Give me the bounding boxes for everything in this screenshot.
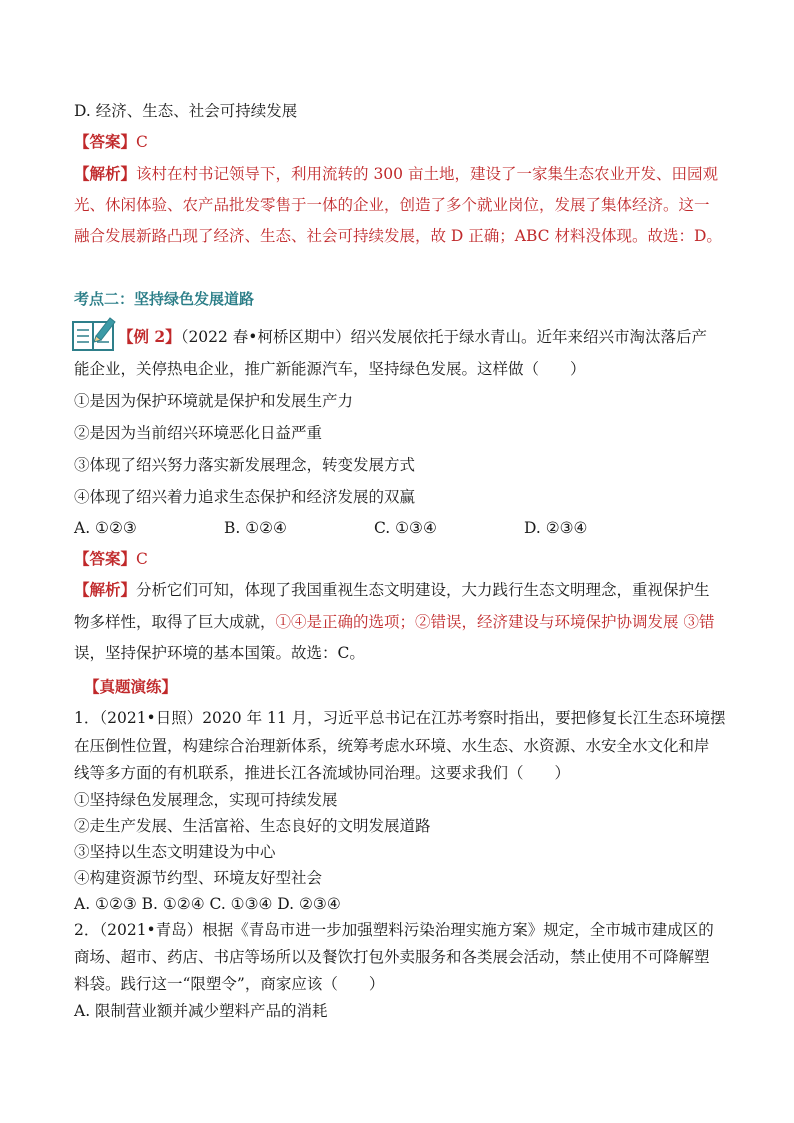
- statement-item: ①是因为保护环境就是保护和发展生产力: [74, 392, 354, 410]
- choice-a: A. ①②③: [74, 519, 137, 537]
- section-title: 考点二：坚持绿色发展道路: [74, 290, 255, 308]
- choice-d: D. ②③④: [524, 519, 588, 537]
- option-a: A. 限制营业额并减少塑料产品的消耗: [74, 1002, 328, 1020]
- answer-label: 【答案】: [74, 549, 137, 568]
- statement-item: ①坚持绿色发展理念，实现可持续发展: [74, 791, 338, 809]
- statement-item: ②走生产发展、生活富裕、生态良好的文明发展道路: [74, 817, 431, 835]
- statement-item: ④构建资源节约型、环境友好型社会: [74, 869, 323, 887]
- analysis-label: 【解析】: [74, 580, 137, 599]
- answer-row: [74, 549, 734, 569]
- question-line: 2．（2021•青岛）根据《青岛市进一步加强塑料污染治理实施方案》规定，全市城市建成区的: [74, 921, 714, 939]
- choice-c: C. ①③④: [374, 519, 437, 537]
- analysis-line: 误，坚持保护环境的基本国策。故选：C。: [74, 644, 365, 662]
- book-pencil-icon: [72, 314, 116, 352]
- practice-title: 【真题演练】: [84, 677, 178, 696]
- question-line: 在压倒性位置，构建综合治理新体系，统筹考虑水环境、水生态、水资源、水安全水文化和岸: [74, 737, 710, 755]
- analysis-line: 【解析】该村在村书记领导下，利用流转的 300 亩土地，建设了一家集生态农业开发、田园观: [74, 164, 718, 183]
- choices-row: [74, 518, 734, 538]
- choices-row: A. ①②③ B. ①②④ C. ①③④ D. ②③④: [74, 895, 341, 913]
- option-d: D. 经济、生态、社会可持续发展: [74, 102, 298, 120]
- answer-value: C: [136, 133, 148, 151]
- question-line: 料袋。践行这一“限塑令”，商家应该（ ）: [74, 975, 385, 993]
- question-line: 1．（2021•日照）2020 年 11 月，习近平总书记在江苏考察时指出，要把修复长江生态环境摆: [74, 709, 726, 727]
- statement-item: ④体现了绍兴着力追求生态保护和经济发展的双赢: [74, 488, 416, 506]
- question-line: 商场、超市、药店、书店等场所以及餐饮打包外卖服务和各类展会活动，禁止使用不可降解塑: [74, 948, 710, 966]
- choice-b: B. ①②④: [224, 519, 287, 537]
- answer-value: C: [136, 550, 148, 568]
- example-label: 【例 2】: [118, 327, 181, 346]
- analysis-line: 【解析】分析它们可知，体现了我国重视生态文明建设，大力践行生态文明理念，重视保护生: [74, 580, 710, 599]
- answer-row: [74, 132, 734, 152]
- answer-label: 【答案】: [74, 132, 137, 151]
- question-line: 线等多方面的有机联系，推进长江各流域协同治理。这要求我们（ ）: [74, 764, 571, 782]
- example-line: 能企业，关停热电企业，推广新能源汽车，坚持绿色发展。这样做（ ）: [74, 360, 586, 378]
- statement-item: ③体现了绍兴努力落实新发展理念，转变发展方式: [74, 456, 416, 474]
- example-line: 【例 2】（2022 春•柯桥区期中）绍兴发展依托于绿水青山。近年来绍兴市淘汰落后产: [118, 327, 707, 346]
- analysis-line: 光、休闲体验、农产品批发零售于一体的企业，创造了多个就业岗位，发展了集体经济。这一: [74, 196, 710, 214]
- analysis-line: 物多样性，取得了巨大成就，①④是正确的选项；②错误，经济建设与环境保护协调发展 ③错: [74, 613, 715, 631]
- statement-item: ③坚持以生态文明建设为中心: [74, 843, 276, 861]
- analysis-line: 融合发展新路凸现了经济、生态、社会可持续发展，故 D 正确；ABC 材料没体现。故选：D。: [74, 227, 722, 245]
- statement-item: ②是因为当前绍兴环境恶化日益严重: [74, 424, 323, 442]
- analysis-label: 【解析】: [74, 164, 137, 183]
